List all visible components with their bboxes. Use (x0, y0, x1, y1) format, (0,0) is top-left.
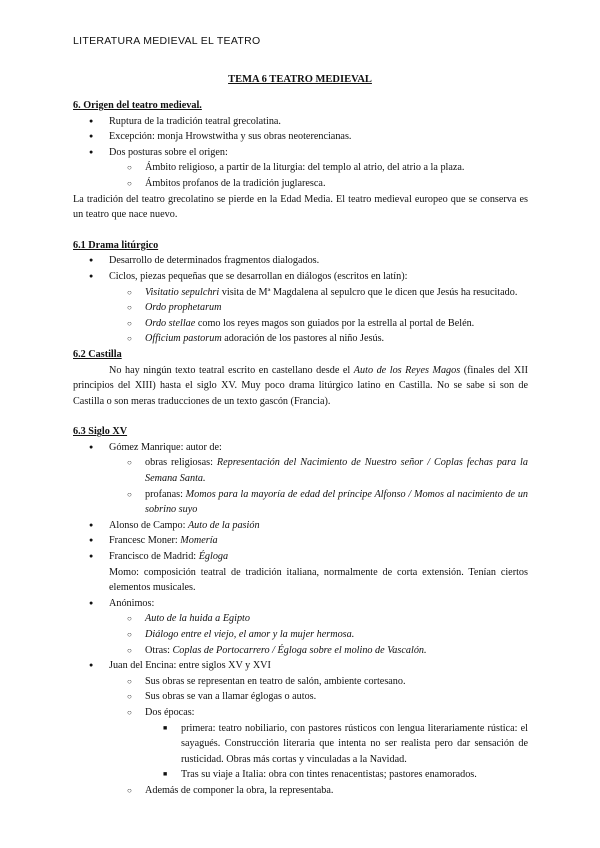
paragraph (73, 363, 528, 410)
item-text: como los reyes magos son guiados por la estrella al portal de Belén. (195, 317, 475, 329)
definition-paragraph: Momo: composición teatral de tradición italiana, normalmente de corta extensión. Tenían ciertos elementos musicales. (109, 566, 528, 594)
item-text: obras religiosas: (145, 457, 217, 469)
item-text: adoración de los pastores al niño Jesús. (221, 333, 385, 345)
item-text: visita de Mª Magdalena al sepulcro que le dicen que Jesús ha resucitado. (219, 286, 518, 298)
item-text: Francisco de Madrid: (109, 551, 199, 563)
list-item (73, 549, 528, 565)
work-title: Coplas de Portocarrero / Égloga sobre el molino de Vascalón. (172, 644, 427, 656)
list-item: ● Dos posturas sobre el origen: (73, 145, 528, 161)
document-body (73, 98, 528, 799)
sub-list-item (73, 331, 528, 347)
list-item (73, 518, 528, 534)
work-title: Officium pastorum (145, 333, 222, 345)
list-item (73, 533, 528, 549)
list-item: ● Juan del Encina: entre siglos XV y XVI (73, 658, 528, 674)
sub-list-item: ○ Ámbitos profanos de la tradición juglaresca. (73, 176, 528, 192)
work-title: Ordo stellae (145, 317, 196, 329)
sub-list-item: ○ Dos épocas: (73, 705, 528, 721)
list-item: ● Ciclos, piezas pequeñas que se desarrollan en diálogos (escritos en latín): (73, 269, 528, 285)
sub-list-item: ○ Además de componer la obra, la representaba. (73, 783, 528, 799)
work-title: Ordo prophetarum (145, 302, 222, 314)
sub-list-item (73, 300, 528, 316)
list-item: ● Ruptura de la tradición teatral grecolatina. (73, 114, 528, 130)
sub-list-item (73, 285, 528, 301)
sub-list-item: ○ Ámbito religioso, a partir de la liturgia: del templo al atrio, del atrio a la plaza. (73, 160, 528, 176)
sub-list-item (73, 455, 528, 486)
work-title: Momería (180, 535, 218, 547)
list-item: ● Desarrollo de determinados fragmentos dialogados. (73, 253, 528, 269)
sub-sub-list-item: ■ primera: teatro nobiliario, con pastores rústicos con lengua literariamente rústica: el sayagués. Construcción literaria que intenta no ser realista pero dar sensación de rusticidad. Obras más cortas y vinculadas a la Navidad. (73, 721, 528, 768)
item-text: profanas: (145, 488, 186, 500)
list-item: ● Anónimos: (73, 596, 528, 612)
sub-list-item: ○ Sus obras se representan en teatro de salón, ambiente cortesano. (73, 674, 528, 690)
section-heading-6-2: 6.2 Castilla (73, 348, 122, 360)
sub-list-item: ○ Sus obras se van a llamar églogas o autos. (73, 689, 528, 705)
work-title: Auto de los Reyes Magos (353, 364, 461, 376)
section-6-3-list-2 (73, 596, 528, 799)
work-title: Auto de la huida a Egipto (145, 613, 250, 625)
document-header: LITERATURA MEDIEVAL EL TEATRO (73, 35, 261, 47)
work-title: Representación del Nacimiento de Nuestro señor / Coplas fechas para la Semana Santa. (145, 457, 528, 485)
work-title: Visitatio sepulchri (145, 286, 220, 298)
paragraph-text: (finales del XII principios del XIII) hasta el siglo XV. Muy poco drama litúrgico latino en Castilla. No se sabe si son de Castilla o son meras traducciones de un texto gascón (Francia). (73, 364, 528, 407)
section-6-list (73, 114, 528, 192)
section-heading-6-3: 6.3 Siglo XV (73, 426, 128, 438)
item-text: Francesc Moner: (109, 535, 181, 547)
list-item: ● Gómez Manrique: autor de: (73, 440, 528, 456)
sub-sub-list-item: ■ Tras su viaje a Italia: obra con tintes renacentistas; pastores enamorados. (73, 767, 528, 783)
work-title: Auto de la pasión (187, 519, 260, 531)
sub-list-item (73, 611, 528, 627)
sub-list-item (73, 643, 528, 659)
work-title: Égloga (198, 551, 229, 563)
sub-list-item (73, 316, 528, 332)
section-6-3-list (73, 440, 528, 565)
list-item: ● Excepción: monja Hrowstwitha y sus obras neoterencianas. (73, 129, 528, 145)
item-text: Alonso de Campo: (109, 519, 188, 531)
page-title: TEMA 6 TEATRO MEDIEVAL (228, 74, 372, 85)
section-heading-6-1: 6.1 Drama litúrgico (73, 239, 159, 251)
work-title: Diálogo entre el viejo, el amor y la mujer hermosa. (145, 629, 355, 640)
sub-list-item (73, 627, 528, 643)
sub-list-item (73, 487, 528, 518)
paragraph: La tradición del teatro grecolatino se pierde en la Edad Media. El teatro medieval europeo que se conserva es un teatro que nace nuevo. (73, 193, 528, 221)
work-title: Momos para la mayoría de edad del príncipe Alfonso / Momos al nacimiento de un sobrino suyo (145, 488, 529, 516)
paragraph-text: No hay ningún texto teatral escrito en castellano desde el (109, 364, 354, 376)
section-6-1-list (73, 253, 528, 347)
item-text: Otras: (145, 644, 173, 656)
section-heading-6: 6. Origen del teatro medieval. (73, 100, 202, 111)
